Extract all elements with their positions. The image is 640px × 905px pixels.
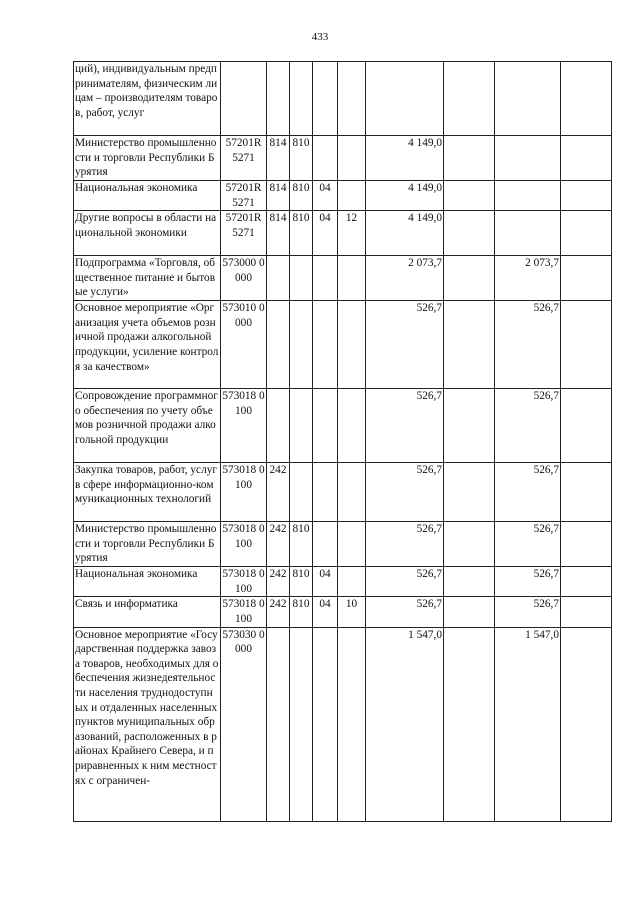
amount-cell-1: 4 149,0 [366,181,444,211]
table-row [74,522,612,567]
amount-cell-2 [444,597,495,627]
row-description: Связь и информатика [74,597,221,627]
subsection-cell [338,181,366,211]
amount-cell-1: 526,7 [366,389,444,463]
expense-type-cell [267,627,290,821]
amount-cell-4 [561,389,612,463]
target-code-cell: 57201R 5271 [221,211,267,256]
amount-cell-3: 526,7 [495,567,561,597]
grbs-cell: 810 [290,567,313,597]
subsection-cell [338,256,366,301]
subsection-cell [338,627,366,821]
amount-cell-3: 526,7 [495,389,561,463]
amount-cell-3 [495,62,561,136]
target-code-cell [221,62,267,136]
target-code-cell: 573018 0100 [221,567,267,597]
amount-cell-2 [444,256,495,301]
amount-cell-4 [561,463,612,522]
subsection-cell: 12 [338,211,366,256]
target-code-cell: 573018 0100 [221,597,267,627]
amount-cell-4 [561,522,612,567]
grbs-cell [290,301,313,389]
amount-cell-3: 526,7 [495,597,561,627]
amount-cell-4 [561,597,612,627]
section-cell [313,627,338,821]
amount-cell-3: 1 547,0 [495,627,561,821]
amount-cell-1: 4 149,0 [366,211,444,256]
row-description: Национальная экономика [74,567,221,597]
table-row [74,627,612,821]
target-code-cell: 573018 0100 [221,389,267,463]
amount-cell-4 [561,256,612,301]
section-cell: 04 [313,211,338,256]
row-description: Министерство промышленности и торговли Республики Бурятия [74,522,221,567]
table-row [74,62,612,136]
grbs-cell [290,627,313,821]
amount-cell-2 [444,301,495,389]
section-cell [313,522,338,567]
expense-type-cell [267,62,290,136]
section-cell: 04 [313,181,338,211]
amount-cell-4 [561,211,612,256]
amount-cell-4 [561,62,612,136]
amount-cell-1: 526,7 [366,597,444,627]
table-row [74,256,612,301]
amount-cell-1 [366,62,444,136]
budget-table [73,61,612,822]
target-code-cell: 573018 0100 [221,522,267,567]
amount-cell-4 [561,136,612,181]
subsection-cell [338,522,366,567]
amount-cell-3 [495,211,561,256]
section-cell: 04 [313,567,338,597]
target-code-cell: 573000 0000 [221,256,267,301]
row-description: Сопровождение программного обеспечения по учету объемов розничной продажи алкогольной продукции [74,389,221,463]
target-code-cell: 573010 0000 [221,301,267,389]
table-row [74,136,612,181]
subsection-cell: 10 [338,597,366,627]
amount-cell-2 [444,181,495,211]
subsection-cell [338,136,366,181]
table-row [74,597,612,627]
page-number: 433 [311,31,329,43]
target-code-cell: 57201R 5271 [221,181,267,211]
row-description: Подпрограмма «Торговля, общественное питание и бытовые услуги» [74,256,221,301]
section-cell [313,301,338,389]
subsection-cell [338,62,366,136]
expense-type-cell: 814 [267,136,290,181]
table-row [74,181,612,211]
amount-cell-2 [444,522,495,567]
grbs-cell [290,463,313,522]
subsection-cell [338,301,366,389]
target-code-cell: 573030 0000 [221,627,267,821]
expense-type-cell: 242 [267,567,290,597]
amount-cell-3 [495,136,561,181]
grbs-cell: 810 [290,211,313,256]
grbs-cell [290,389,313,463]
table-row [74,301,612,389]
amount-cell-2 [444,136,495,181]
amount-cell-1: 526,7 [366,567,444,597]
row-description: Национальная экономика [74,181,221,211]
amount-cell-1: 2 073,7 [366,256,444,301]
expense-type-cell [267,301,290,389]
table-row [74,211,612,256]
amount-cell-3: 2 073,7 [495,256,561,301]
amount-cell-1: 526,7 [366,463,444,522]
amount-cell-4 [561,567,612,597]
table-row [74,463,612,522]
subsection-cell [338,463,366,522]
amount-cell-2 [444,389,495,463]
amount-cell-1: 526,7 [366,522,444,567]
row-description: Основное мероприятие «Государственная поддержка завоза товаров, необходимых для обеспечения жизнедеятельности населения труднодоступных и отдаленных населенных пунктов муниципальных образований, расположенных в районах Крайнего Севера, и приравненных к ним местностях с ограничен- [74,627,221,821]
amount-cell-4 [561,301,612,389]
grbs-cell: 810 [290,522,313,567]
row-description: ций), индивидуальным предпринимателям, физическим лицам – производителям товаров, работ, услуг [74,62,221,136]
target-code-cell: 57201R 5271 [221,136,267,181]
section-cell [313,256,338,301]
section-cell [313,389,338,463]
amount-cell-3: 526,7 [495,463,561,522]
amount-cell-4 [561,627,612,821]
grbs-cell: 810 [290,181,313,211]
amount-cell-3: 526,7 [495,522,561,567]
amount-cell-2 [444,211,495,256]
expense-type-cell: 814 [267,211,290,256]
amount-cell-1: 4 149,0 [366,136,444,181]
grbs-cell [290,62,313,136]
section-cell [313,136,338,181]
row-description: Закупка товаров, работ, услуг в сфере информационно-коммуникационных технологий [74,463,221,522]
grbs-cell: 810 [290,597,313,627]
section-cell [313,62,338,136]
table-row [74,567,612,597]
amount-cell-3: 526,7 [495,301,561,389]
expense-type-cell: 242 [267,522,290,567]
amount-cell-2 [444,627,495,821]
expense-type-cell: 242 [267,597,290,627]
expense-type-cell: 814 [267,181,290,211]
expense-type-cell: 242 [267,463,290,522]
row-description: Другие вопросы в области национальной экономики [74,211,221,256]
amount-cell-1: 1 547,0 [366,627,444,821]
table-row [74,389,612,463]
amount-cell-4 [561,181,612,211]
expense-type-cell [267,256,290,301]
amount-cell-3 [495,181,561,211]
subsection-cell [338,567,366,597]
amount-cell-2 [444,463,495,522]
target-code-cell: 573018 0100 [221,463,267,522]
grbs-cell [290,256,313,301]
amount-cell-2 [444,567,495,597]
amount-cell-2 [444,62,495,136]
subsection-cell [338,389,366,463]
row-description: Министерство промышленности и торговли Республики Бурятия [74,136,221,181]
row-description: Основное мероприятие «Организация учета объемов розничной продажи алкогольной продукции, усиление контроля за качеством» [74,301,221,389]
table-body [74,62,612,822]
amount-cell-1: 526,7 [366,301,444,389]
grbs-cell: 810 [290,136,313,181]
section-cell: 04 [313,597,338,627]
expense-type-cell [267,389,290,463]
section-cell [313,463,338,522]
